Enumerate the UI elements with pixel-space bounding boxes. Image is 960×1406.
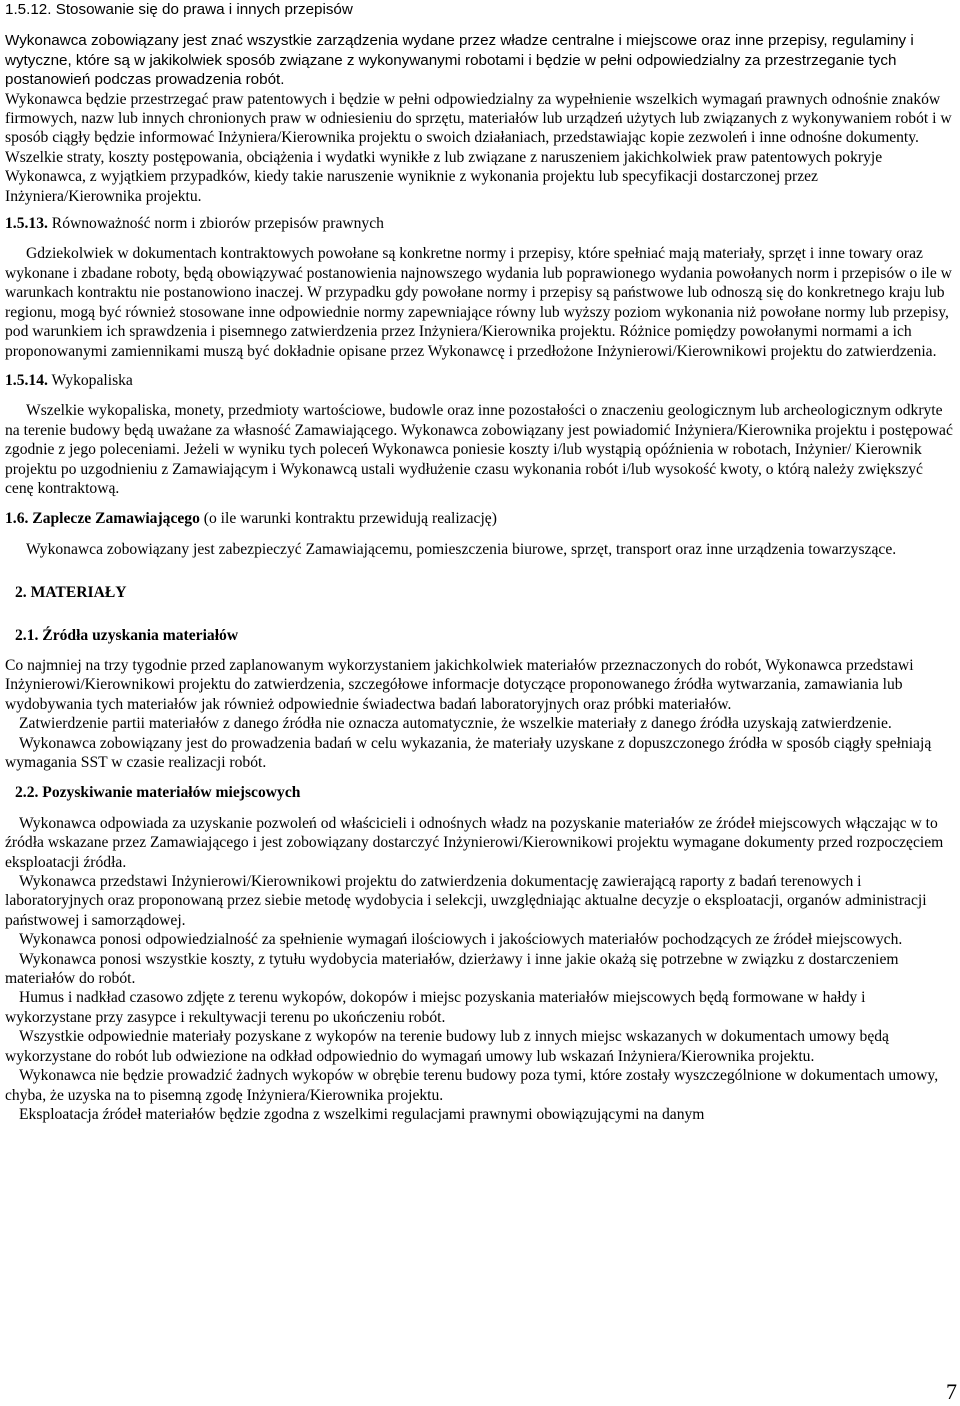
section-2-2-paragraph-4: Wykonawca ponosi wszystkie koszty, z tytułu wydobycia materiałów, dzierżawy i inne jakie okażą się potrzebne w związku z dostarczeniem materiałów do robót. xyxy=(5,950,899,988)
section-1-5-12-paragraph-2: Wykonawca będzie przestrzegać praw patentowych i będzie w pełni odpowiedzialny za wypełnienie wszelkich wymagań prawnych odnośnie znaków firmowych, nazw lub innych chronionych praw w odniesieniu do sprzętu, materiałów lub urządzeń użytych lub związanych z wykonywaniem robót i w sposób ciągły będzie informować Inżyniera/Kierownika projektu o swoich działaniach, przedstawiając kopie zezwoleń i inne odnośne dokumenty. xyxy=(5,90,952,147)
section-2-1-paragraph-1: Co najmniej na trzy tygodnie przed zaplanowanym wykorzystaniem jakichkolwiek materiałów przeznaczonych do robót, Wykonawca przedstawi Inżynierowi/Kierownikowi projektu do zatwierdzenia, szczegółowe informacje dotyczące proponowanego źródła wytwarzania, zamawiania lub wydobywania tych materiałów jak również odpowiednie świadectwa badań laboratoryjnych oraz próbki materiałów. xyxy=(5,656,914,713)
section-title: Wykopaliska xyxy=(51,371,133,389)
section-1-5-13-paragraph-1: Gdziekolwiek w dokumentach kontraktowych powołane są konkretne normy i przepisy, które spełniać mają materiały, sprzęt i inne towary oraz wykonane i zbadane roboty, będą obowiązywać postanowienia najnowszego wydania lub poprawionego wydania powołanych norm i przepisów o ile w warunkach kontraktu nie postanowiono inaczej. W przypadku gdy powołane normy i przepisy są państwowe lub odnoszą się do konkretnego kraju lub regionu, mogą być również stosowane inne odpowiednie normy zapewniające równy lub wyższy poziom wykonania niż powołane normy lub przepisy, pod warunkiem ich sprawdzenia i pisemnego zatwierdzenia przez Inżyniera/Kierownika projektu. Różnice pomiędzy powołanymi normami a ich proponowanymi zamiennikami muszą być dokładnie opisane przez Wykonawcę i przedłożone Inżynierowi/Kierownikowi projektu do zatwierdzenia. xyxy=(5,245,952,360)
section-title: Równoważność norm i zbiorów przepisów prawnych xyxy=(51,215,384,233)
section-title: Zaplecze Zamawiającego xyxy=(32,510,200,528)
section-2-1-paragraph-2: Zatwierdzenie partii materiałów z danego źródła nie oznacza automatycznie, że wszelkie materiały z danego źródła uzyskają zatwierdzenie. xyxy=(19,715,892,733)
section-2-2-paragraph-8: Eksploatacja źródeł materiałów będzie zgodna z wszelkimi regulacjami prawnymi obowiązującymi na danym xyxy=(19,1105,705,1123)
section-1-5-14-heading xyxy=(5,371,953,390)
section-2-heading xyxy=(5,583,953,602)
section-2-2-paragraph-5: Humus i nadkład czasowo zdjęte z terenu wykopów, dokopów i miejsc pozyskania materiałów miejscowych będą formowane w hałdy i wykorzystane przy zasypce i rekultywacji terenu po ukończeniu robót. xyxy=(5,989,866,1026)
section-1-5-13-heading xyxy=(5,214,953,233)
section-1-5-12-paragraph-1: Wykonawca zobowiązany jest znać wszystkie zarządzenia wydane przez władze centralne i miejscowe oraz inne przepisy, regulaminy i wytyczne, które są w jakikolwiek sposób związane z wykonywanymi robotami i będzie w pełni odpowiedzialny za przestrzeganie tych postanowień podczas prowadzenia robót. xyxy=(5,32,914,89)
section-number: 2. xyxy=(15,584,27,602)
section-number: 1.6. xyxy=(5,510,29,528)
section-2-2-paragraph-6: Wszystkie odpowiednie materiały pozyskane z wykopów na terenie budowy lub z innych miejsc wskazanych w dokumentach umowy będą wykorzystane do robót lub odwiezione na odkład odpowiednio do wymagań umowy lub wskazań Inżyniera/Kierownika projektu. xyxy=(5,1028,889,1065)
section-title: MATERIAŁY xyxy=(30,584,127,602)
section-1-6-heading xyxy=(5,509,953,528)
section-number: 1.5.13. xyxy=(5,215,48,233)
section-title: Stosowanie się do prawa i innych przepisów xyxy=(55,1,353,18)
section-2-2-paragraph-7: Wykonawca nie będzie prowadzić żadnych wykopów w obrębie terenu budowy poza tymi, które zostały wyszczególnione w dokumentach umowy, chyba, że uzyska na to pisemną zgodę Inżyniera/Kierownika projektu. xyxy=(5,1067,939,1104)
section-title: Źródła uzyskania materiałów xyxy=(42,626,239,644)
section-2-2-heading xyxy=(5,783,953,802)
section-number: 1.5.14. xyxy=(5,371,48,389)
page-number: 7 xyxy=(946,1379,957,1404)
section-2-2-paragraph-1: Wykonawca odpowiada za uzyskanie pozwoleń od właścicieli i odnośnych władz na pozyskanie materiałów ze źródeł miejscowych włączając w to źródła wskazane przez Zamawiającego i jest zobowiązany dostarczyć Inżynierowi/Kierownikowi projektu wymagane dokumenty przed rozpoczęciem eksploatacji źródła. xyxy=(5,814,944,871)
section-note: (o ile warunki kontraktu przewidują realizację) xyxy=(203,510,497,528)
section-number: 2.1. xyxy=(15,626,39,644)
section-1-5-12-heading xyxy=(5,0,953,19)
section-2-2-paragraph-3: Wykonawca ponosi odpowiedzialność za spełnienie wymagań ilościowych i jakościowych materiałów pochodzących ze źródeł miejscowych. xyxy=(19,931,903,949)
section-1-5-12-paragraph-3: Wszelkie straty, koszty postępowania, obciążenia i wydatki wynikłe z lub związane z naruszeniem jakichkolwiek praw patentowych pokryje Wykonawca, z wyjątkiem przypadków, kiedy takie naruszenie wyniknie z wykonania projektu lub specyfikacji dostarczonej przez Inżyniera/Kierownika projektu. xyxy=(5,148,883,205)
section-2-1-paragraph-3: Wykonawca zobowiązany jest do prowadzenia badań w celu wykazania, że materiały uzyskane z dopuszczonego źródła w sposób ciągły spełniają wymagania SST w czasie realizacji robót. xyxy=(5,734,932,771)
section-number: 2.2. xyxy=(15,784,39,802)
section-1-5-14-paragraph-1: Wszelkie wykopaliska, monety, przedmioty wartościowe, budowle oraz inne pozostałości o znaczeniu geologicznym lub archeologicznym odkryte na terenie budowy będą uważane za własność Zamawiającego. Wykonawca zobowiązany jest powiadomić Inżyniera/Kierownika projektu i postępować zgodnie z jego poleceniami. Jeżeli w wyniku tych poleceń Wykonawca poniesie koszty i/lub wystąpią opóźnienia w robotach, Inżynier/ Kierownik projektu po uzgodnieniu z Zamawiającym i Wykonawcą ustali wydłużenie czasu wykonania robót i/lub wysokość kwoty, o którą należy zwiększyć cenę kontraktową. xyxy=(5,402,953,497)
section-number: 1.5.12. xyxy=(5,1,52,18)
document-page xyxy=(5,0,953,1124)
section-2-1-heading xyxy=(5,626,953,645)
section-title: Pozyskiwanie materiałów miejscowych xyxy=(42,784,301,802)
section-2-2-paragraph-2: Wykonawca przedstawi Inżynierowi/Kierownikowi projektu do zatwierdzenia dokumentację zawierającą raporty z badań terenowych i laboratoryjnych oraz proponowaną przez siebie metodę wydobycia i selekcji, uwzględniając aktualne decyzje o eksploatacji, organów administracji państwowej i samorządowej. xyxy=(5,873,927,929)
section-1-6-paragraph-1: Wykonawca zobowiązany jest zabezpieczyć Zamawiającemu, pomieszczenia biurowe, sprzęt, transport oraz inne urządzenia towarzyszące. xyxy=(26,540,897,558)
